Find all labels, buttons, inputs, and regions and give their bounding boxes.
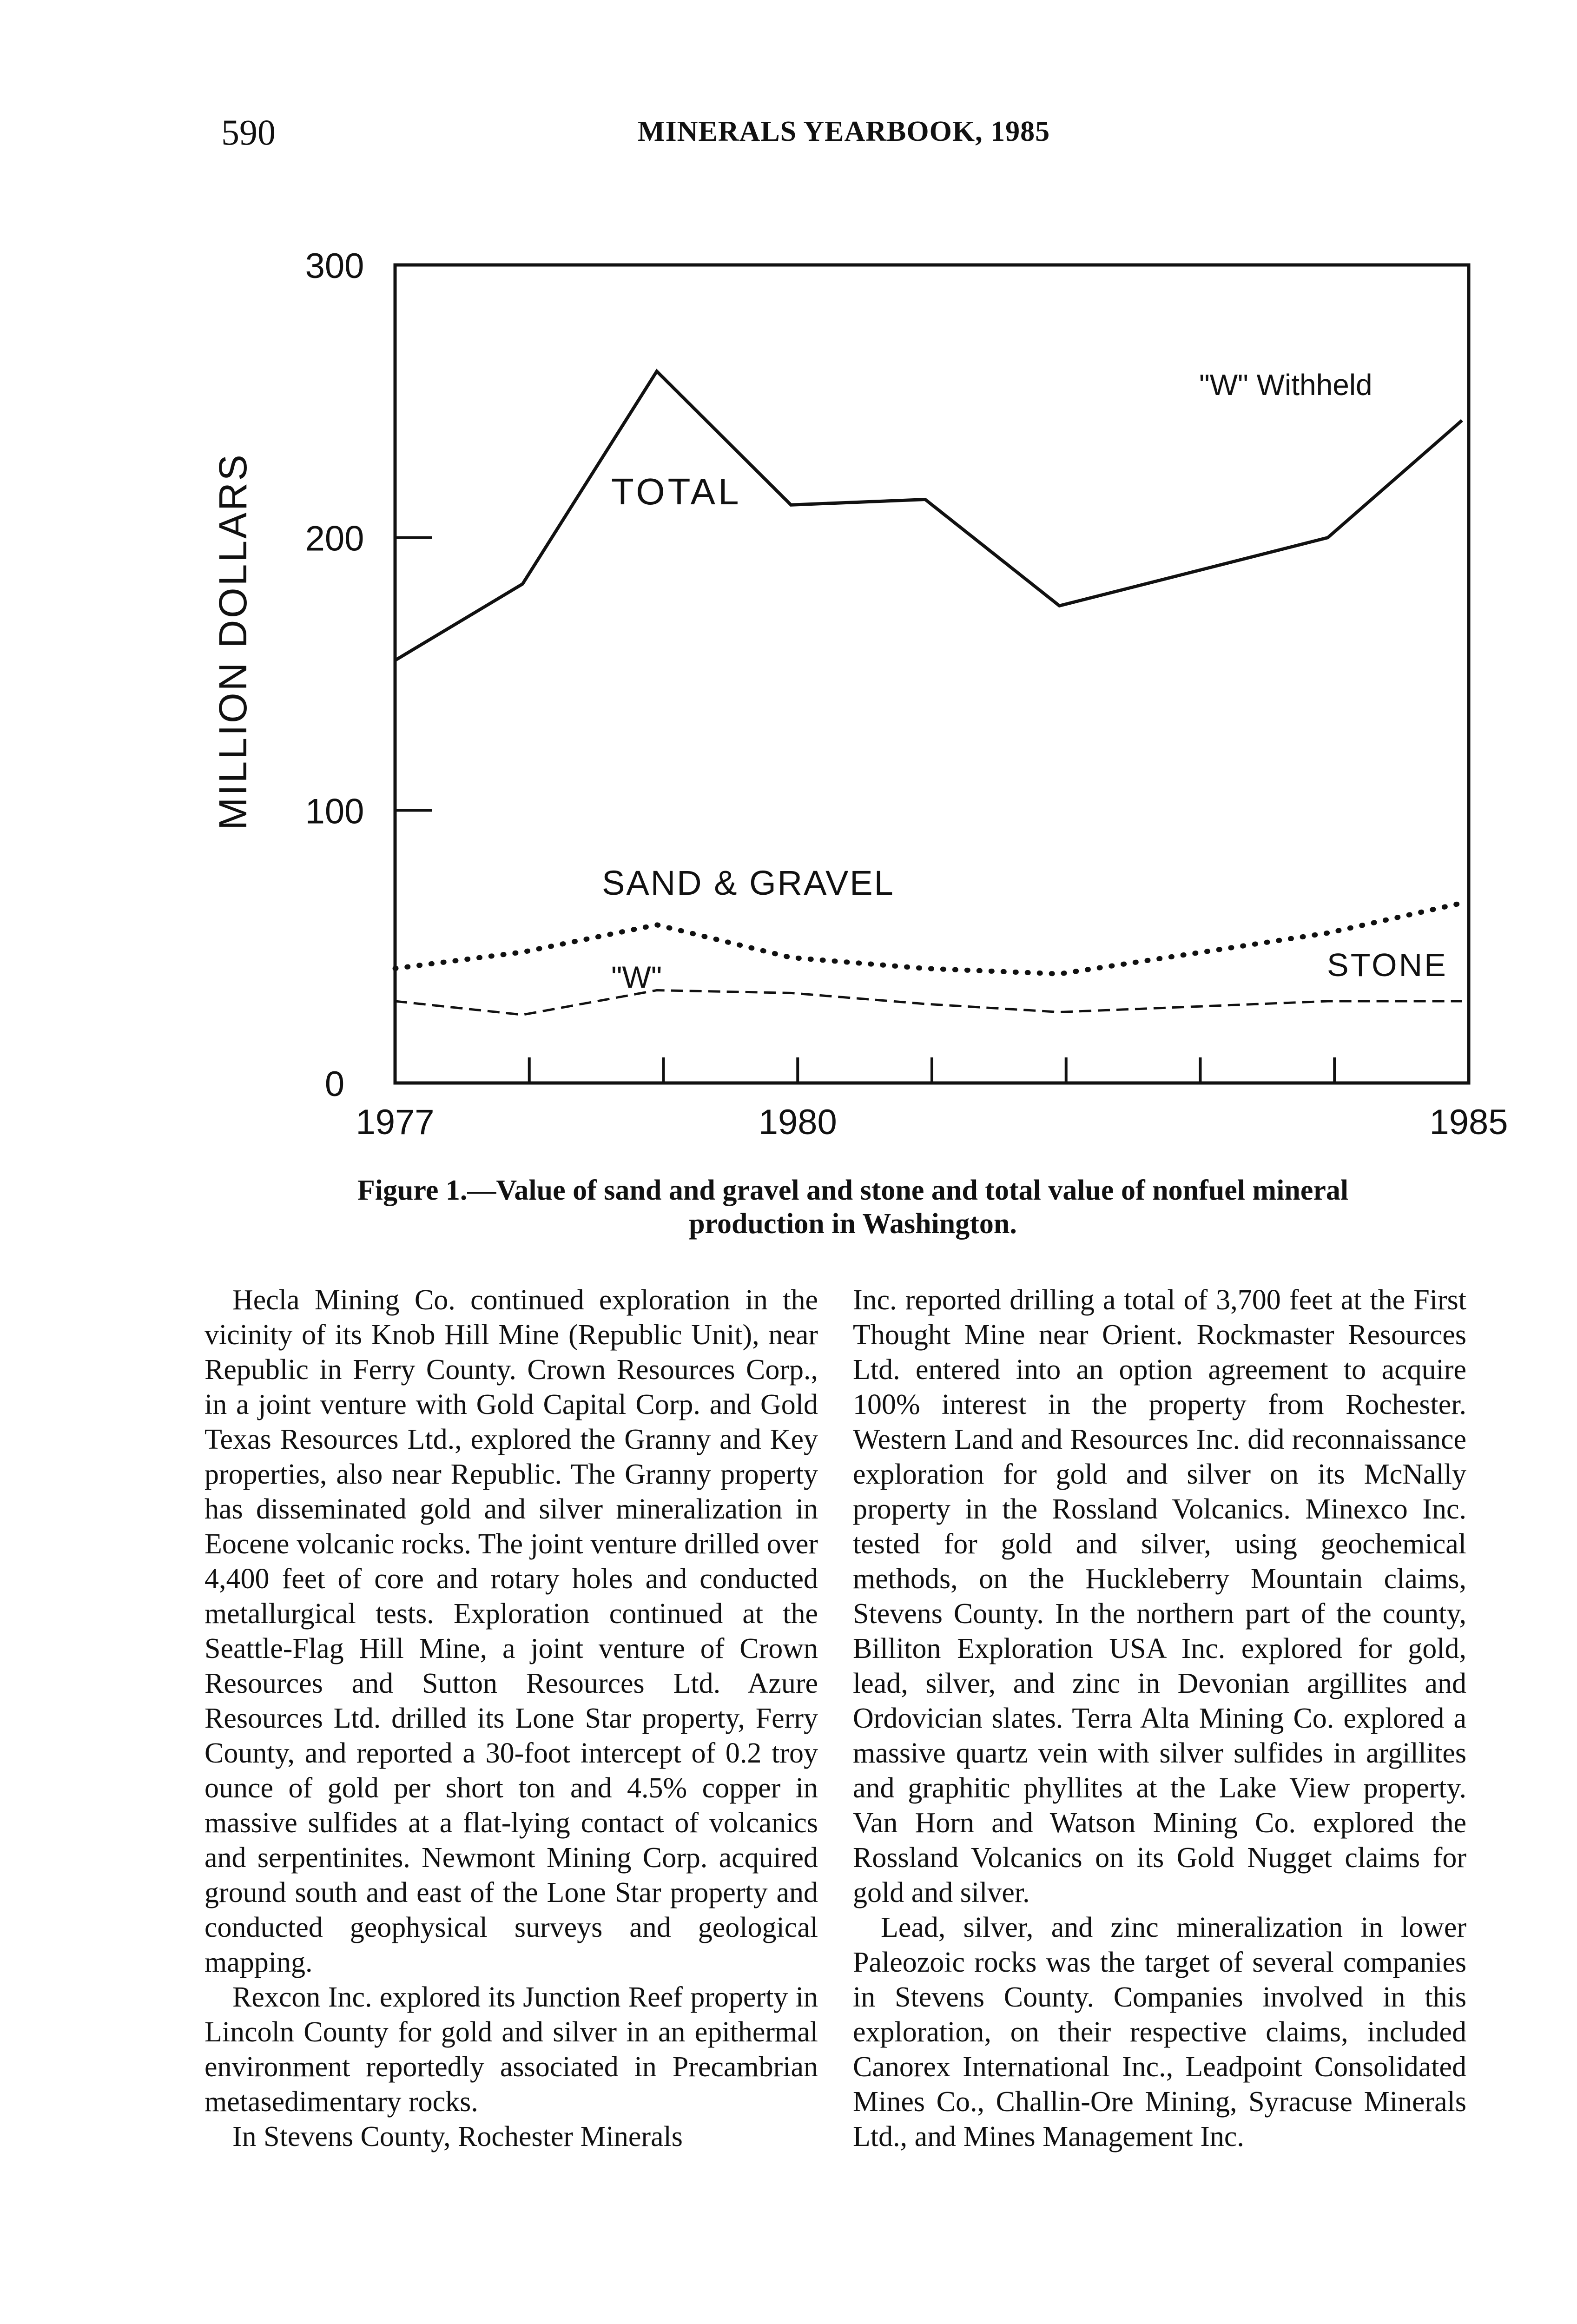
y-tick-label: 200 (305, 519, 364, 559)
series-line-stone (395, 990, 1462, 1015)
page-number: 590 (221, 112, 276, 152)
annotation-total: TOTAL (611, 471, 742, 512)
annotation-sand-gravel: SAND & GRAVEL (602, 864, 895, 902)
paragraph: Lead, silver, and zinc mineralization in lower Paleozoic rocks was the target of several companies in Stevens County. Companies involved in this exploration, on their respective claims, included Canorex International Inc., Leadpoint Consolidated Mines Co., Challin-Ore Mining, Syracuse Minerals Ltd., and Mines Management Inc. (853, 1912, 1466, 2152)
x-tick-label: 1980 (758, 1103, 837, 1142)
caption-line-1: Figure 1.—Value of sand and gravel and stone and total value of nonfuel mineral (357, 1175, 1349, 1206)
x-tick-label: 1985 (1429, 1103, 1508, 1142)
y-axis-ticks (305, 246, 432, 1104)
paragraph: Rexcon Inc. explored its Junction Reef property in Lincoln County for gold and silver in an epithermal environment reportedly associated in Precambrian metasedimentary rocks. (205, 1981, 818, 2118)
chart-series (395, 371, 1462, 1015)
y-axis-label: MILLION DOLLARS (211, 453, 255, 830)
annotation-withheld: "W" Withheld (1199, 368, 1372, 402)
x-axis-ticks (356, 1057, 1508, 1142)
series-line-sand-gravel (395, 903, 1462, 974)
right-column (853, 1283, 1466, 2154)
annotation-stone: STONE (1327, 947, 1448, 983)
paragraph: Inc. reported drilling a total of 3,700 feet at the First Thought Mine near Orient. Rockmaster Resources Ltd. entered into an option agreement to acquire 100% interest in the property from Rochester. Western Land and Resources Inc. did reconnaissance exploration for gold and silver on its McNally property in the Rossland Volcanics. Minexco Inc. tested for gold and silver, using geochemical methods, on the Huckleberry Mountain claims, Stevens County. In the northern part of the county, Billiton Exploration USA Inc. explored for gold, lead, silver, and zinc in Devonian argillites and Ordovician slates. Terra Alta Mining Co. explored a massive quartz vein with silver sulfides in argillites and graphitic phyllites at the Lake View property. Van Horn and Watson Mining Co. explored the Rossland Volcanics on its Gold Nugget claims for gold and silver. (853, 1284, 1466, 1908)
paragraph: Hecla Mining Co. continued exploration in the vicinity of its Knob Hill Mine (Republic Unit), near Republic in Ferry County. Crown Resources Corp., in a joint venture with Gold Capital Corp. and Gold Texas Resources Ltd., explored the Granny and Key properties, also near Republic. The Granny property has disseminated gold and silver mineralization in Eocene volcanic rocks. The joint venture drilled over 4,400 feet of core and rotary holes and conducted metallurgical tests. Exploration continued at the Seattle-Flag Hill Mine, a joint venture of Crown Resources and Sutton Resources Ltd. Azure Resources Ltd. drilled its Lone Star property, Ferry County, and reported a 30-foot intercept of 0.2 troy ounce of gold per short ton and 4.5% copper in massive sulfides at a flat-lying contact of volcanics and serpentinites. Newmont Mining Corp. acquired ground south and east of the Lone Star property and conducted geophysical surveys and geological mapping. (205, 1284, 818, 1978)
figure-caption (205, 1174, 1501, 1241)
paragraph: In Stevens County, Rochester Minerals (232, 2121, 683, 2152)
running-title: MINERALS YEARBOOK, 1985 (638, 116, 1050, 147)
page-header (0, 112, 1577, 163)
y-tick-label: 300 (305, 246, 364, 286)
value-line-chart (177, 223, 1524, 1153)
x-tick-label: 1977 (356, 1103, 435, 1142)
annotation-w-mark: "W" (611, 960, 662, 994)
y-tick-label: 0 (324, 1064, 345, 1104)
series-line-total (395, 371, 1462, 660)
left-column (205, 1283, 818, 2154)
y-tick-label: 100 (305, 792, 364, 832)
caption-line-2: production in Washington. (689, 1208, 1017, 1240)
